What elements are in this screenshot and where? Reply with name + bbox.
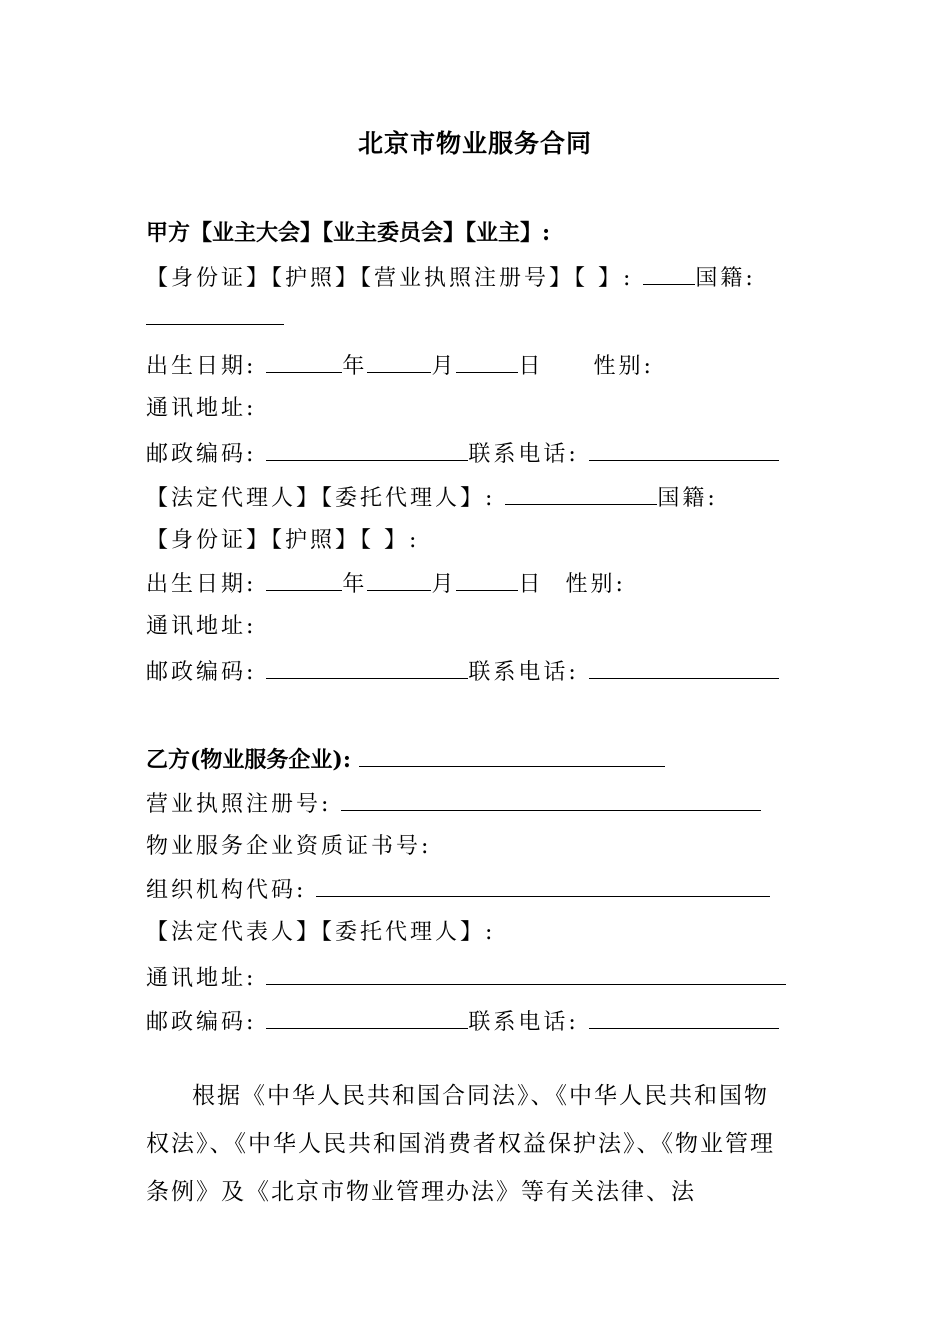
agent-birth-month-field[interactable]	[367, 566, 431, 591]
party-b-name-field[interactable]	[359, 742, 665, 767]
party-a-nationality-field[interactable]	[146, 300, 284, 325]
postcode-label: 邮政编码:	[146, 442, 257, 467]
party-b-address-field[interactable]	[266, 960, 786, 985]
gender-label: 性别:	[593, 354, 654, 379]
birth-day-field[interactable]	[456, 348, 518, 373]
party-b-address-row	[146, 960, 786, 994]
party-a-agent-contact-row	[146, 654, 779, 688]
party-a-agent-row	[146, 480, 718, 514]
agent-gender-label: 性别:	[565, 572, 626, 597]
party-b-postcode-label: 邮政编码:	[146, 1010, 257, 1035]
party-a-contact-row	[146, 436, 779, 470]
party-a-nationality-row	[146, 300, 284, 334]
license-field[interactable]	[341, 786, 761, 811]
party-b-header-row	[146, 742, 665, 776]
month-label: 月	[431, 572, 457, 597]
agent-nationality-label: 国籍:	[657, 486, 718, 511]
license-label: 营业执照注册号:	[146, 792, 332, 817]
org-code-field[interactable]	[316, 872, 770, 897]
day-label: 日	[518, 354, 544, 379]
month-label: 月	[431, 354, 457, 379]
party-a-address-label: 通讯地址:	[146, 396, 257, 421]
party-a-agent-id-label: 【身份证】【护照】【 】:	[146, 528, 420, 553]
birth-label: 出生日期:	[146, 354, 257, 379]
party-a-id-field[interactable]	[643, 260, 695, 285]
party-a-agent-address-label: 通讯地址:	[146, 614, 257, 639]
body-paragraph: 根据《中华人民共和国合同法》、《中华人民共和国物权法》、《中华人民共和国消费者权益保护法》、《物业管理条例》及《北京市物业管理办法》等有关法律、法	[146, 1083, 775, 1205]
day-label: 日	[518, 572, 544, 597]
party-b-contact-row	[146, 1004, 779, 1038]
party-b-header: 乙方(物业服务企业):	[146, 747, 351, 773]
agent-postcode-label: 邮政编码:	[146, 660, 257, 685]
birth-month-field[interactable]	[367, 348, 431, 373]
agent-postcode-field[interactable]	[266, 654, 468, 679]
party-b-phone-label: 联系电话:	[468, 1010, 579, 1035]
agent-birth-year-field[interactable]	[266, 566, 342, 591]
party-b-postcode-field[interactable]	[266, 1004, 468, 1029]
birth-year-field[interactable]	[266, 348, 342, 373]
agent-birth-day-field[interactable]	[456, 566, 518, 591]
phone-label: 联系电话:	[468, 442, 579, 467]
party-a-header: 甲方【业主大会】【业主委员会】【业主】:	[146, 220, 551, 246]
postcode-field[interactable]	[266, 436, 468, 461]
phone-field[interactable]	[589, 436, 779, 461]
party-a-nationality-label: 国籍:	[695, 266, 756, 291]
agent-birth-label: 出生日期:	[146, 572, 257, 597]
agent-name-field[interactable]	[505, 480, 657, 505]
agent-phone-field[interactable]	[589, 654, 779, 679]
year-label: 年	[342, 354, 368, 379]
party-b-address-label: 通讯地址:	[146, 966, 257, 991]
party-b-license-row	[146, 786, 761, 820]
agent-label: 【法定代理人】【委托代理人】:	[146, 486, 496, 511]
party-a-birth-row	[146, 348, 654, 382]
party-a-id-label: 【身份证】【护照】【营业执照注册号】【 】:	[146, 266, 634, 291]
party-b-qualification-label: 物业服务企业资质证书号:	[146, 834, 432, 859]
year-label: 年	[342, 572, 368, 597]
party-b-org-code-row	[146, 872, 770, 906]
party-b-rep-label: 【法定代表人】【委托代理人】:	[146, 920, 496, 945]
party-b-phone-field[interactable]	[589, 1004, 779, 1029]
party-a-agent-birth-row	[146, 566, 626, 600]
page-title: 北京市物业服务合同	[357, 129, 592, 158]
party-a-id-row	[146, 260, 756, 294]
org-code-label: 组织机构代码:	[146, 878, 307, 903]
agent-phone-label: 联系电话:	[468, 660, 579, 685]
